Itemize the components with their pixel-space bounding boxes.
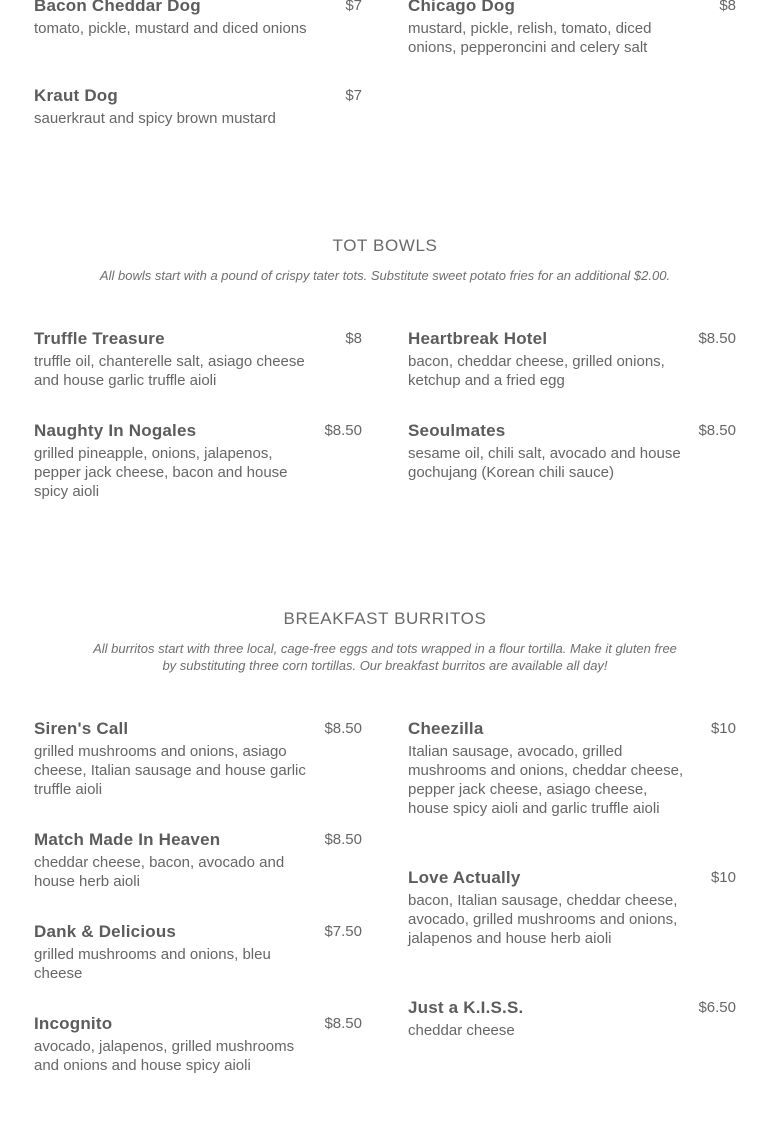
item-name: Cheezilla [408,719,484,738]
item-description: sauerkraut and spicy brown mustard [34,110,276,127]
item-description: mustard, pickle, relish, tomato, diced onions, pepperoncini and celery salt [408,20,652,56]
item-price: $8 [719,0,736,14]
item-price: $8.50 [324,831,362,848]
item-description: truffle oil, chanterelle salt, asiago cheese and house garlic truffle aioli [34,353,305,389]
section-title-tot-bowls: TOT BOWLS [332,236,438,255]
item-description: cheddar cheese, bacon, avocado and house herb aioli [34,854,285,890]
item-price: $8.50 [324,422,362,439]
item-name: Siren's Call [34,719,129,738]
item-description: cheddar cheese [408,1022,515,1039]
item-name: Chicago Dog [408,0,516,15]
item-price: $7 [345,0,362,14]
item-name: Naughty In Nogales [34,421,197,440]
item-price: $8 [345,330,362,347]
item-description: Italian sausage, avocado, grilled mushrooms and onions, cheddar cheese, pepper jack cheese, asiago cheese, house spicy aioli and garlic truffle aioli [408,743,684,817]
item-name: Incognito [34,1014,113,1033]
item-name: Seoulmates [408,421,506,440]
item-name: Heartbreak Hotel [408,329,548,348]
item-price: $6.50 [698,999,736,1016]
item-price: $8.50 [698,330,736,347]
item-description: tomato, pickle, mustard and diced onions [34,20,307,37]
item-description: avocado, jalapenos, grilled mushrooms and onions and house spicy aioli [34,1038,295,1074]
item-description: grilled mushrooms and onions, asiago cheese, Italian sausage and house garlic truffle aioli [34,743,306,798]
item-name: Match Made In Heaven [34,830,221,849]
item-price: $7.50 [324,923,362,940]
item-price: $10 [710,720,736,737]
item-description: grilled mushrooms and onions, bleu cheese [34,946,271,982]
item-price: $8.50 [324,720,362,737]
item-name: Love Actually [408,868,521,887]
item-description: sesame oil, chili salt, avocado and house gochujang (Korean chili sauce) [408,445,681,481]
item-description: bacon, cheddar cheese, grilled onions, ketchup and a fried egg [408,353,665,389]
section-note-tot-bowls: All bowls start with a pound of crispy tater tots. Substitute sweet potato fries for an additional $2.00. [99,268,671,283]
item-name: Truffle Treasure [34,329,165,348]
item-price: $10 [710,869,736,886]
section-note-breakfast-burritos: All burritos start with three local, cage-free eggs and tots wrapped in a flour tortilla. Make it gluten free by substituting three corn tortillas. Our breakfast burritos are available all day! [93,641,677,673]
item-description: bacon, Italian sausage, cheddar cheese, avocado, grilled mushrooms and onions, jalapenos and house herb aioli [408,892,678,947]
item-name: Dank & Delicious [34,922,177,941]
item-price: $7 [345,87,362,104]
item-name: Kraut Dog [34,86,118,105]
section-title-breakfast-burritos: BREAKFAST BURRITOS [283,609,487,628]
item-name: Bacon Cheddar Dog [34,0,201,15]
item-name: Just a K.I.S.S. [408,998,524,1017]
item-price: $8.50 [324,1015,362,1032]
item-description: grilled pineapple, onions, jalapenos, pepper jack cheese, bacon and house spicy aioli [34,445,288,500]
item-price: $8.50 [698,422,736,439]
